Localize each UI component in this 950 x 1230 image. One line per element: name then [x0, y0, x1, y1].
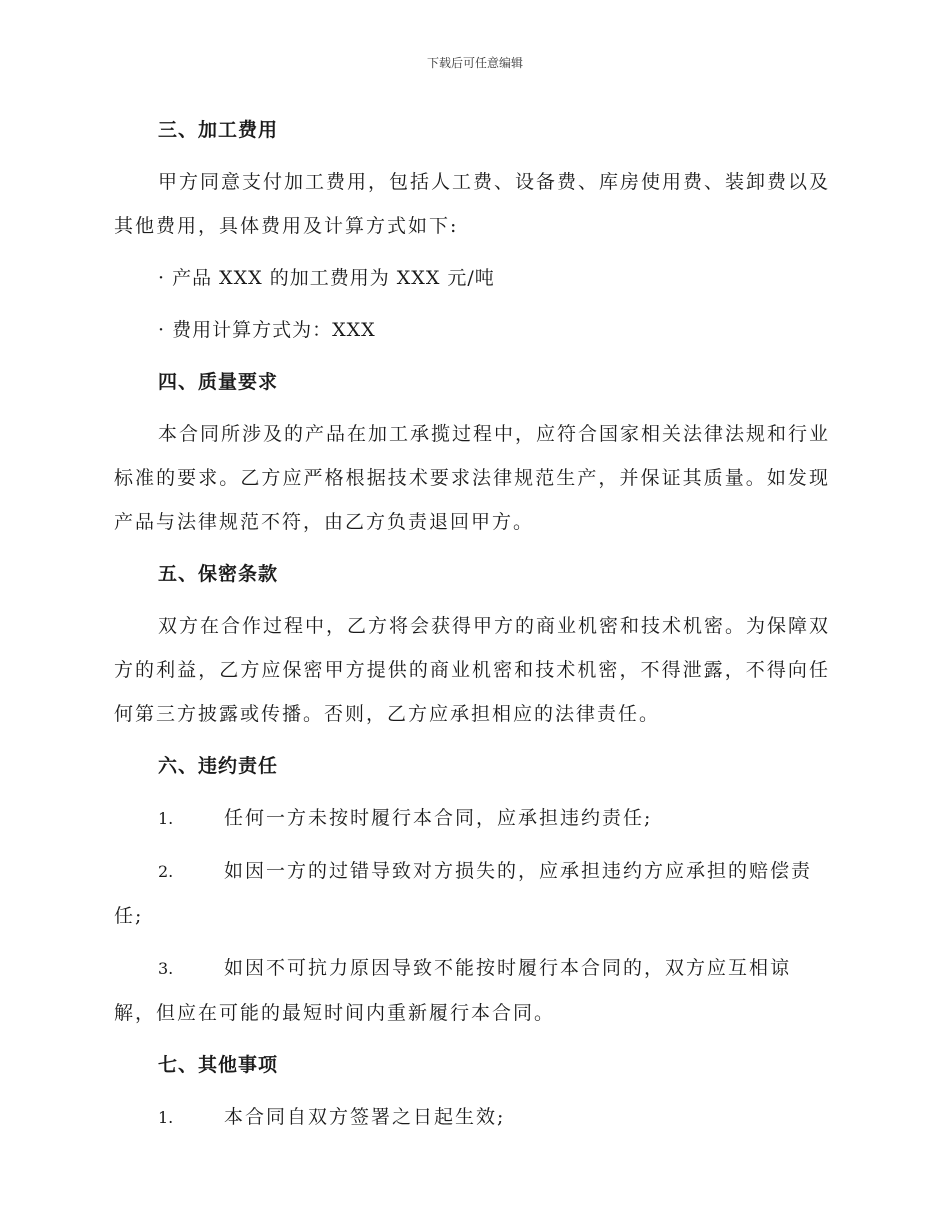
page-header: 下载后可任意编辑 [426, 56, 523, 70]
item-number: 1. [158, 809, 174, 828]
section-7-item-1 [114, 1095, 830, 1140]
section-3-intro: 甲方同意支付加工费用，包括人工费、设备费、库房使用费、装卸费以及其他费用，具体费用及计算方式如下: [114, 171, 831, 237]
section-6-heading: 六、违约责任 [158, 755, 279, 777]
section-6-item-1 [114, 796, 830, 841]
section-3-bullet-1: · 产品 XXX 的加工费用为 XXX 元/吨 [158, 267, 495, 289]
item-text: 本合同自双方签署之日起生效; [224, 1106, 506, 1128]
section-5-body: 双方在合作过程中，乙方将会获得甲方的商业机密和技术机密。为保障双方的利益，乙方应保密甲方提供的商业机密和技术机密，不得泄露，不得向任何第三方披露或传播。否则，乙方应承担相应的法律责任。 [114, 615, 831, 725]
item-number: 2. [158, 862, 174, 881]
section-7-heading: 七、其他事项 [158, 1054, 279, 1076]
section-6-item-2 [114, 849, 830, 938]
item-text: 如因不可抗力原因导致不能按时履行本合同的，双方应互相谅解，但应在可能的最短时间内重新履行本合同。 [114, 957, 792, 1024]
section-5-heading: 五、保密条款 [158, 563, 279, 585]
section-3-bullet-2: · 费用计算方式为：XXX [158, 319, 376, 341]
section-3-heading: 三、加工费用 [158, 119, 279, 141]
item-text: 如因一方的过错导致对方损失的，应承担违约方应承担的赔偿责任; [114, 860, 813, 927]
item-text: 任何一方未按时履行本合同，应承担违约责任; [224, 807, 653, 829]
document-body [114, 108, 830, 1148]
section-4-body: 本合同所涉及的产品在加工承揽过程中，应符合国家相关法律法规和行业标准的要求。乙方应严格根据技术要求法律规范生产，并保证其质量。如发现产品与法律规范不符，由乙方负责退回甲方。 [114, 423, 831, 533]
section-4-heading: 四、质量要求 [158, 371, 279, 393]
section-6-item-3 [114, 946, 830, 1035]
item-number: 1. [158, 1108, 174, 1127]
item-number: 3. [158, 959, 174, 978]
